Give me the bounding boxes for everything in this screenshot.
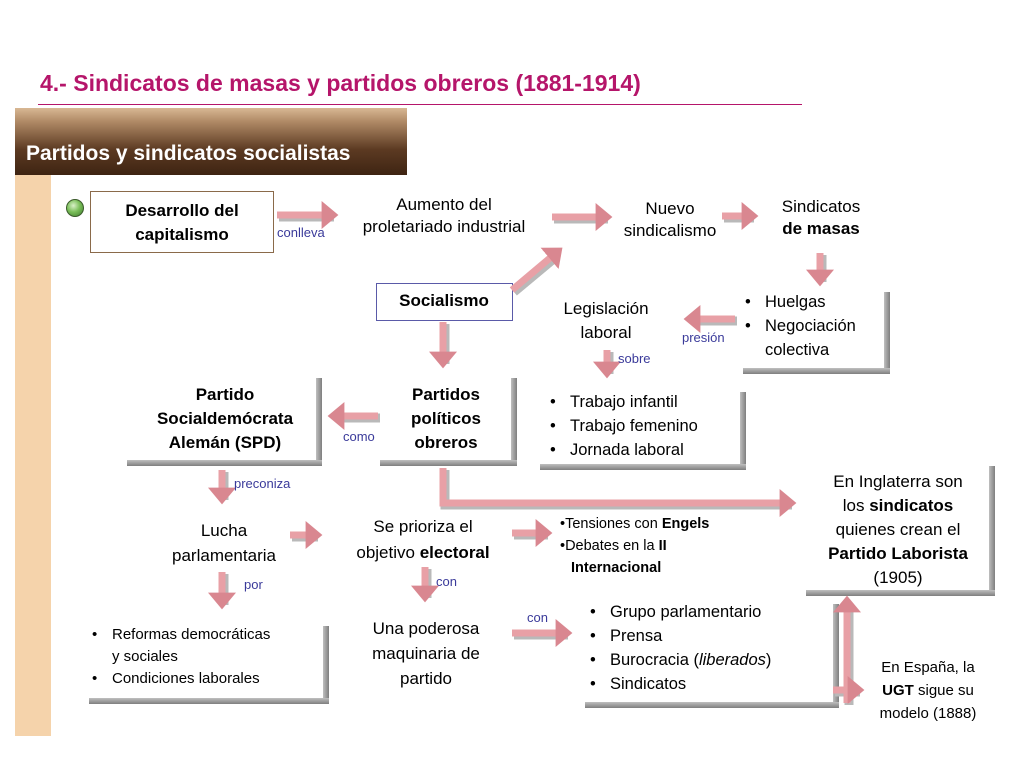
list-item-continuation: Internacional <box>571 560 662 576</box>
list-item: • Sindicatos <box>590 672 771 696</box>
list-tensiones <box>560 513 709 579</box>
slide-title: 4.- Sindicatos de masas y partidos obreros (1881-1914) <box>40 70 641 96</box>
text-span-bold: electoral <box>419 543 490 562</box>
list-trabajo <box>550 390 698 462</box>
arrow-socialismo-up <box>512 253 556 290</box>
list-item: •Tensiones con Engels <box>560 516 710 532</box>
node-nuevo-line1: Nuevo <box>645 199 695 218</box>
list-item: •Debates en la II <box>560 538 667 554</box>
node-maquinaria <box>355 616 497 691</box>
text-span-bold: Engels <box>661 516 710 532</box>
node-sindicatos-line1: Sindicatos <box>781 197 861 216</box>
node-legislacion <box>540 297 672 345</box>
list-reformas <box>92 624 270 690</box>
node-maquinaria-line2: maquinaria de <box>372 644 480 663</box>
arrow-to-inglaterra <box>443 468 788 503</box>
node-inglaterra-line5: (1905) <box>873 568 923 587</box>
list-item-continuation <box>745 338 856 362</box>
node-nuevo-line2: sindicalismo <box>623 221 717 240</box>
text-span-bold: sindicatos <box>869 496 954 515</box>
list-item: • Prensa <box>590 624 771 648</box>
text-span: Debates en la <box>565 538 659 554</box>
node-inglaterra-line3: quienes crean el <box>835 520 961 539</box>
list-item: • Negociación <box>745 314 856 338</box>
text-span-bold: II <box>658 538 667 554</box>
node-legislacion-line2: laboral <box>580 323 632 342</box>
text-span-bold: UGT <box>882 682 914 699</box>
list-item: • Trabajo femenino <box>550 414 698 438</box>
node-espana-line1: En España, la <box>881 659 975 676</box>
node-partidos-obreros <box>380 383 512 455</box>
node-partidos-line2: políticos <box>411 409 481 428</box>
node-spd <box>130 383 320 455</box>
node-prioriza-line1: Se prioriza el <box>373 517 473 536</box>
node-lucha <box>156 518 292 568</box>
node-prioriza <box>334 514 512 566</box>
text-span: los <box>842 496 870 515</box>
node-partidos-line1: Partidos <box>411 385 481 404</box>
node-espana <box>862 656 994 725</box>
node-spd-line3: Alemán (SPD) <box>168 433 282 452</box>
label-con-maquinaria: con <box>436 574 457 589</box>
node-socialismo: Socialismo <box>399 291 489 310</box>
node-desarrollo: Desarrollo del capitalismo <box>125 201 239 244</box>
node-prioriza-line2 <box>334 540 512 566</box>
node-partidos-line3: obreros <box>414 433 478 452</box>
node-spd-line1: Partido <box>195 385 255 404</box>
node-lucha-line2: parlamentaria <box>172 546 276 565</box>
node-inglaterra-line2 <box>806 494 990 518</box>
list-item: • Grupo parlamentario <box>590 600 771 624</box>
node-nuevo-sindicalismo <box>606 198 734 242</box>
list-item: • Trabajo infantil <box>550 390 698 414</box>
label-sobre: sobre <box>618 351 651 366</box>
node-aumento <box>336 194 552 238</box>
text-span: Tensiones con <box>565 516 662 532</box>
node-spd-line2: Socialdemócrata <box>156 409 294 428</box>
label-como: como <box>343 429 375 444</box>
text-span: sigue su <box>913 682 974 699</box>
label-presion: presión <box>682 330 725 345</box>
text-span: objetivo <box>356 543 420 562</box>
text-span-italic: liberados <box>698 651 766 669</box>
node-espana-line3: modelo (1888) <box>879 705 977 722</box>
node-inglaterra <box>806 470 990 590</box>
node-sindicatos-line2: de masas <box>782 219 860 238</box>
list-huelgas <box>745 290 856 362</box>
node-sindicatos-masas <box>756 196 886 240</box>
list-item-text: y sociales <box>112 648 178 665</box>
text-span: Burocracia ( <box>610 651 699 669</box>
node-legislacion-line1: Legislación <box>563 299 649 318</box>
list-item <box>590 648 771 672</box>
node-maquinaria-line3: partido <box>400 669 452 688</box>
list-grupo <box>590 600 771 696</box>
list-item: • Condiciones laborales <box>92 668 270 690</box>
text-span: ) <box>765 651 772 669</box>
node-inglaterra-line1: En Inglaterra son <box>833 472 963 491</box>
list-item: • Reformas democráticas <box>92 624 270 646</box>
node-lucha-line1: Lucha <box>200 521 248 540</box>
label-preconiza: preconiza <box>234 476 291 491</box>
section-title: Partidos y sindicatos socialistas <box>26 142 351 165</box>
node-espana-line2 <box>862 679 994 702</box>
list-item: • Jornada laboral <box>550 438 698 462</box>
label-por: por <box>244 577 263 592</box>
label-con-grupo: con <box>527 610 548 625</box>
node-aumento-line1: Aumento del <box>396 195 492 214</box>
node-aumento-line2: proletariado industrial <box>362 217 526 236</box>
list-item-continuation <box>92 646 270 668</box>
list-item: • Huelgas <box>745 290 856 314</box>
node-maquinaria-line1: Una poderosa <box>372 619 480 638</box>
node-inglaterra-line4: Partido Laborista <box>828 544 968 563</box>
label-conlleva: conlleva <box>277 225 325 240</box>
list-item-text: colectiva <box>765 341 830 359</box>
